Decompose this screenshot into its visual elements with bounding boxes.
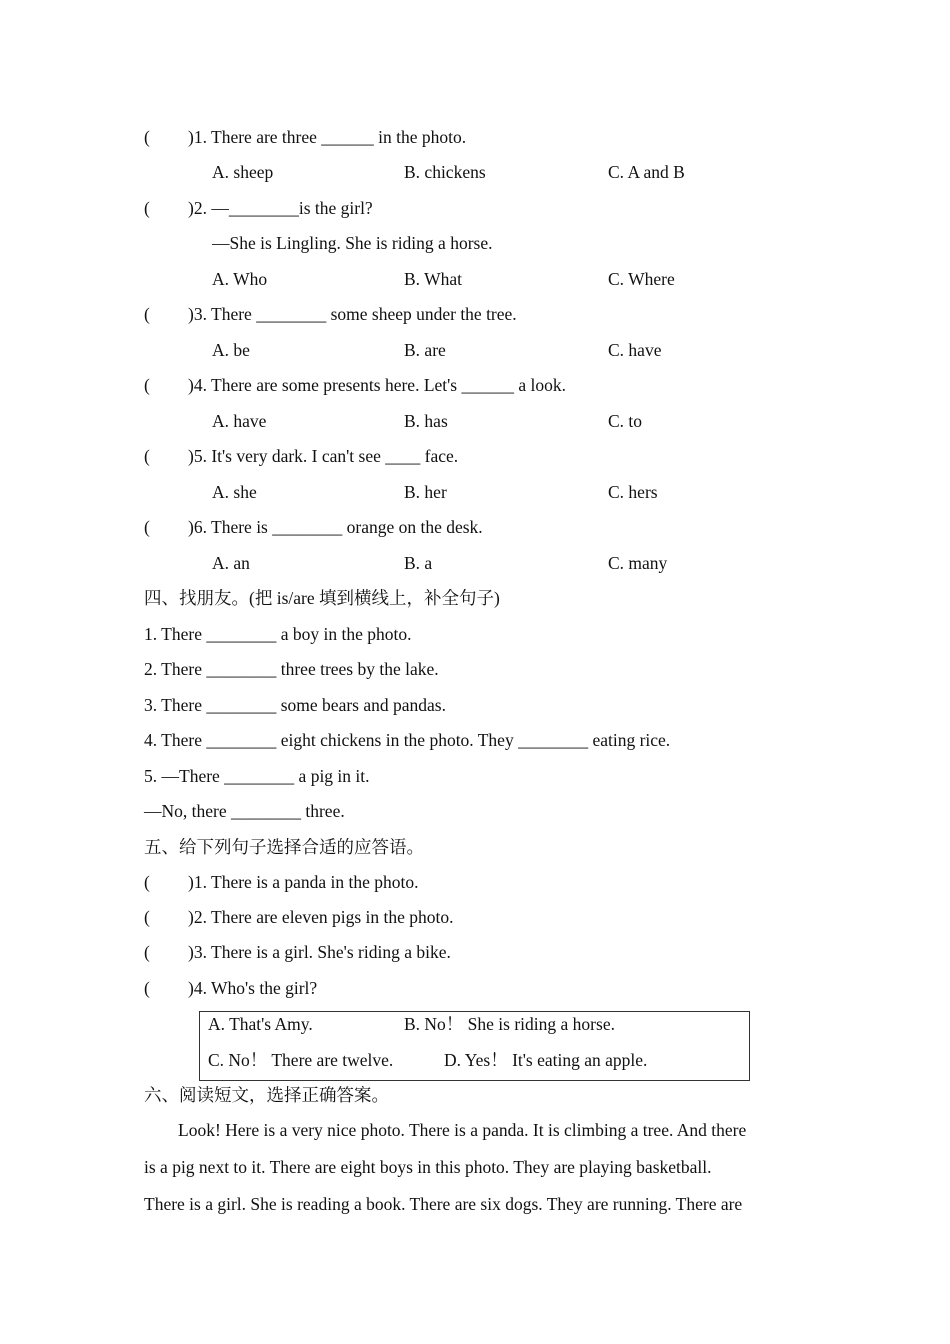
question-stem: )1. There are three ______ in the photo. xyxy=(188,127,467,147)
option-a[interactable]: A. have xyxy=(212,411,267,431)
question-stem: )4. Who's the girl? xyxy=(188,978,318,998)
passage-line: There is a girl. She is reading a book. There are six dogs. They are running. There are xyxy=(144,1194,743,1214)
question-stem: )3. There ________ some sheep under the tree. xyxy=(188,304,517,324)
fill-blank-item[interactable]: 4. There ________ eight chickens in the photo. They ________ eating rice. xyxy=(144,730,671,750)
answer-paren[interactable]: ( xyxy=(144,375,150,395)
question-stem: )6. There is ________ orange on the desk. xyxy=(188,517,483,537)
answer-option-d: D. Yes！ It's eating an apple. xyxy=(444,1050,648,1070)
question-dialogue: —She is Lingling. She is riding a horse. xyxy=(212,233,493,253)
section-title: 五、给下列句子选择合适的应答语。 xyxy=(144,837,424,857)
option-c[interactable]: C. hers xyxy=(608,482,658,502)
option-c[interactable]: C. to xyxy=(608,411,643,431)
option-a[interactable]: A. an xyxy=(212,553,250,573)
option-b[interactable]: B. a xyxy=(404,553,433,573)
answer-option-b: B. No！ She is riding a horse. xyxy=(404,1014,615,1034)
option-a[interactable]: A. she xyxy=(212,482,257,502)
option-b[interactable]: B. has xyxy=(404,411,448,431)
question-stem: )3. There is a girl. She's riding a bike. xyxy=(188,942,451,962)
answer-paren[interactable]: ( xyxy=(144,978,150,998)
answer-option-c: C. No！ There are twelve. xyxy=(208,1050,394,1070)
option-a[interactable]: A. be xyxy=(212,340,250,360)
option-b[interactable]: B. chickens xyxy=(404,162,486,182)
fill-blank-item[interactable]: 3. There ________ some bears and pandas. xyxy=(144,695,446,715)
answer-paren[interactable]: ( xyxy=(144,517,150,537)
answer-paren[interactable]: ( xyxy=(144,907,150,927)
option-b[interactable]: B. her xyxy=(404,482,447,502)
passage-line: is a pig next to it. There are eight boys in this photo. They are playing basketball. xyxy=(144,1157,712,1177)
option-b[interactable]: B. are xyxy=(404,340,446,360)
option-a[interactable]: A. Who xyxy=(212,269,268,289)
answer-paren[interactable]: ( xyxy=(144,127,150,147)
question-stem: )1. There is a panda in the photo. xyxy=(188,872,419,892)
fill-blank-item[interactable]: 1. There ________ a boy in the photo. xyxy=(144,624,412,644)
passage-line: Look! Here is a very nice photo. There is a panda. It is climbing a tree. And there xyxy=(178,1120,747,1140)
question-stem: )4. There are some presents here. Let's ______ a look. xyxy=(188,375,566,395)
question-stem: )5. It's very dark. I can't see ____ face. xyxy=(188,446,459,466)
answer-paren[interactable]: ( xyxy=(144,872,150,892)
question-stem: )2. —________is the girl? xyxy=(188,198,373,218)
answer-paren[interactable]: ( xyxy=(144,304,150,324)
answer-paren[interactable]: ( xyxy=(144,942,150,962)
section-title: 四、找朋友。(把 is/are 填到横线上，补全句子) xyxy=(144,588,500,608)
fill-blank-item[interactable]: 2. There ________ three trees by the lake. xyxy=(144,659,439,679)
answer-option-a: A. That's Amy. xyxy=(208,1014,313,1034)
answer-paren[interactable]: ( xyxy=(144,446,150,466)
option-c[interactable]: C. many xyxy=(608,553,668,573)
fill-blank-item[interactable]: 5. —There ________ a pig in it. xyxy=(144,766,370,786)
option-c[interactable]: C. have xyxy=(608,340,662,360)
option-c[interactable]: C. A and B xyxy=(608,162,685,182)
section-title: 六、阅读短文，选择正确答案。 xyxy=(144,1085,389,1105)
option-b[interactable]: B. What xyxy=(404,269,463,289)
fill-blank-item[interactable]: —No, there ________ three. xyxy=(144,801,345,821)
option-a[interactable]: A. sheep xyxy=(212,162,274,182)
question-stem: )2. There are eleven pigs in the photo. xyxy=(188,907,454,927)
answer-paren[interactable]: ( xyxy=(144,198,150,218)
option-c[interactable]: C. Where xyxy=(608,269,675,289)
